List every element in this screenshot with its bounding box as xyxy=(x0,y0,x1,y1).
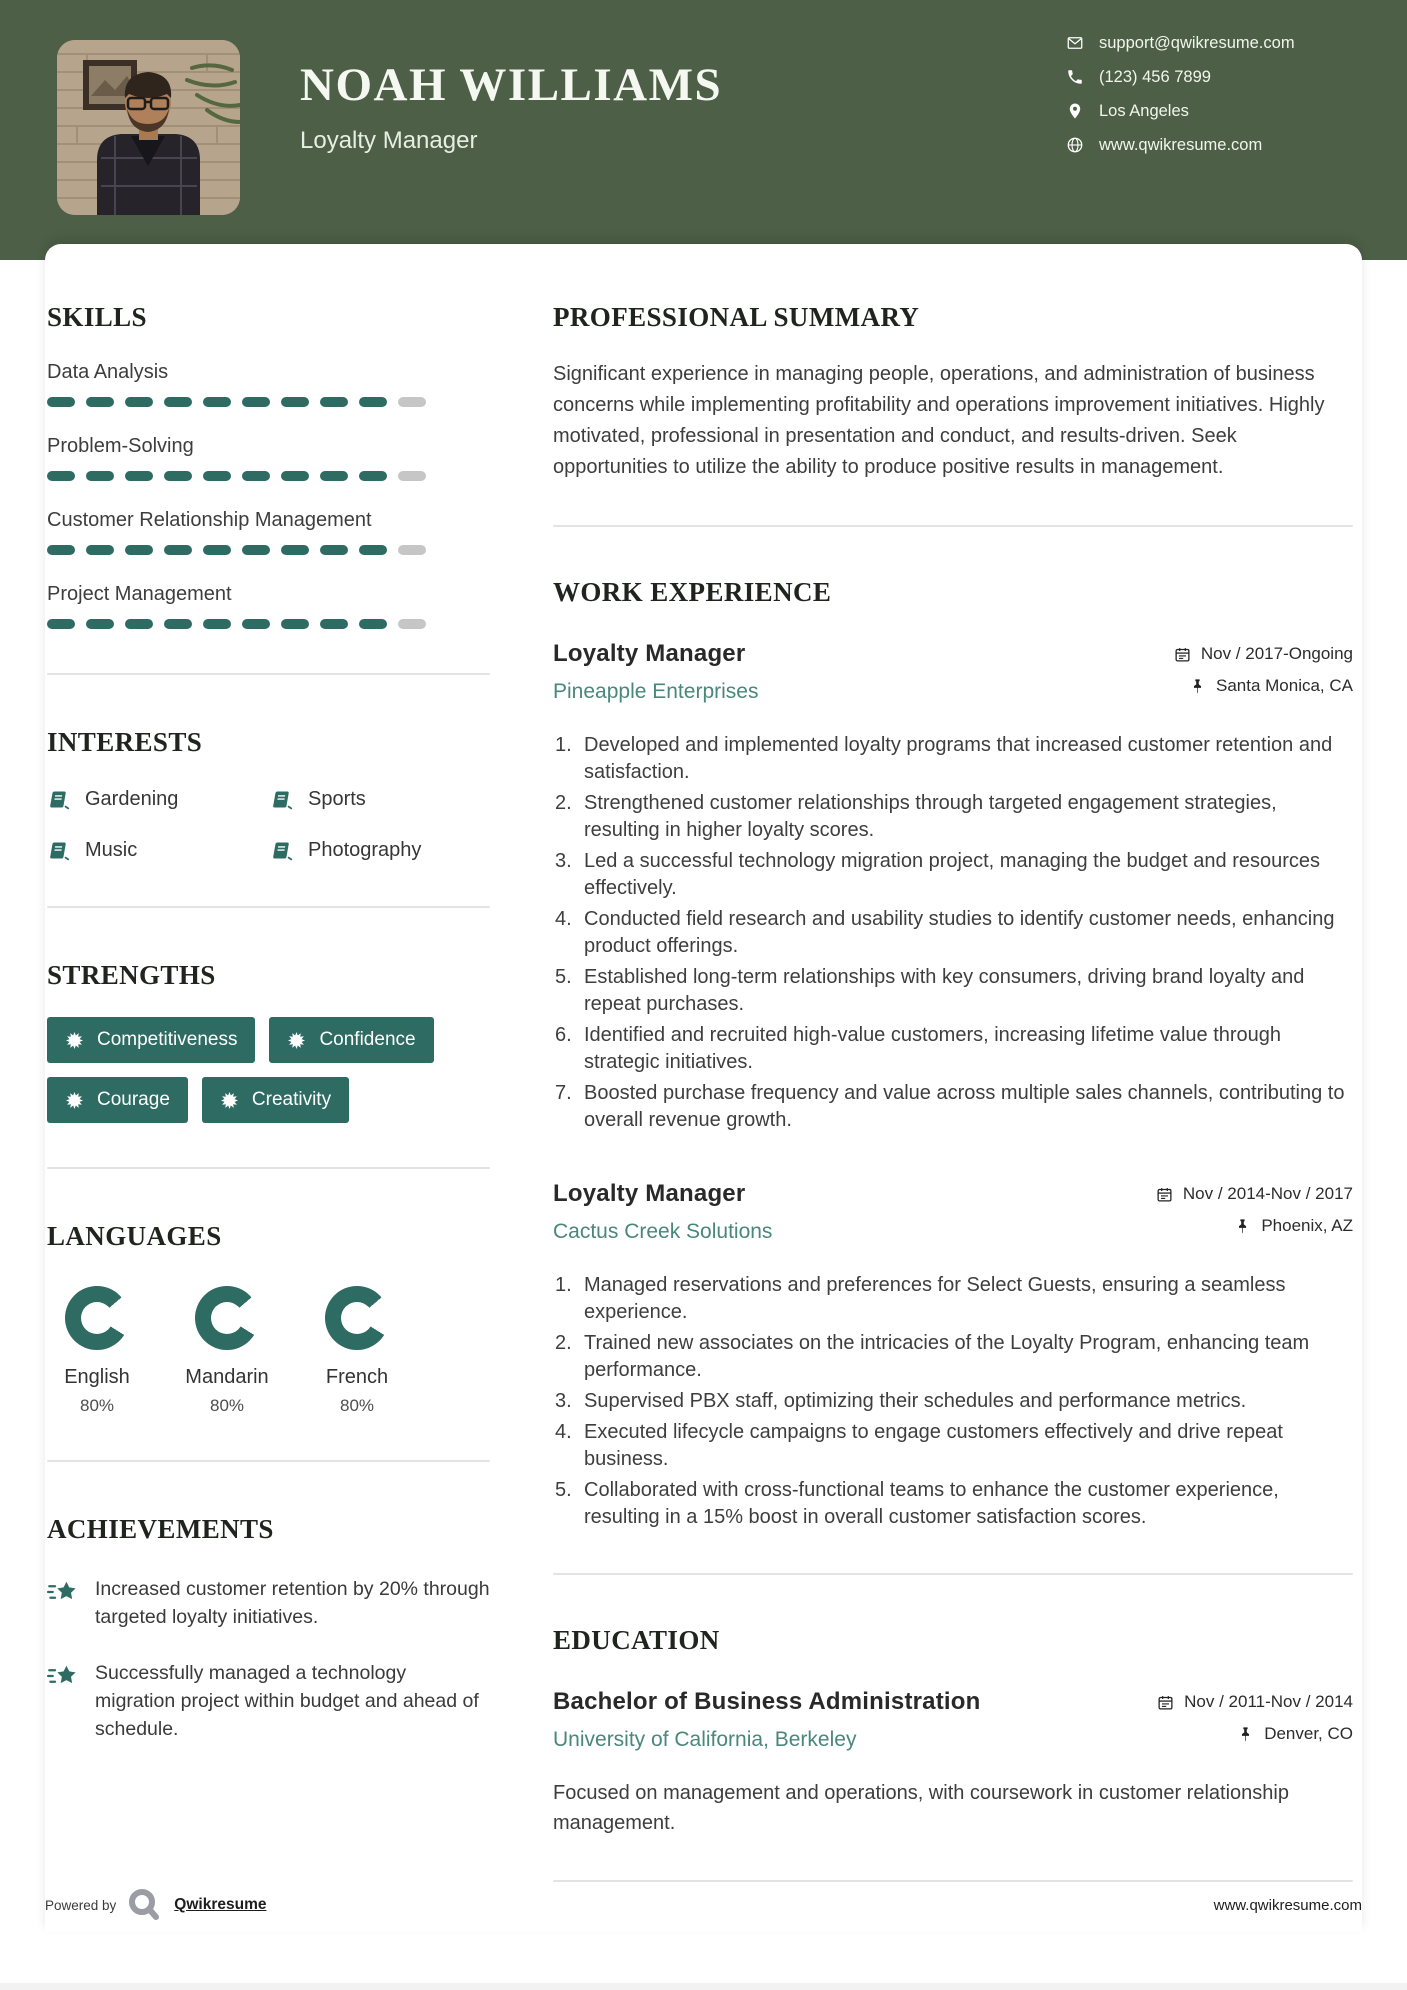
book-icon xyxy=(47,788,70,811)
location-icon xyxy=(1066,102,1084,120)
skill-dash-segment xyxy=(242,471,270,481)
contact-email-text[interactable]: support@qwikresume.com xyxy=(1099,33,1295,52)
skill-dash-segment xyxy=(47,619,75,629)
skill-dash-segment xyxy=(125,545,153,555)
skill-dash-segment xyxy=(359,619,387,629)
skill-dash-segment xyxy=(164,471,192,481)
job-location-text: Phoenix, AZ xyxy=(1261,1216,1353,1235)
skill-item xyxy=(47,361,490,407)
burst-icon xyxy=(220,1091,239,1110)
job-dates xyxy=(1174,644,1353,664)
right-column xyxy=(553,302,1353,1932)
skill-dash-segment xyxy=(125,397,153,407)
interest-item xyxy=(47,788,270,811)
job-bullet: Managed reservations and preferences for Select Guests, ensuring a seamless experience. xyxy=(584,1274,1286,1323)
skill-dash-segment xyxy=(203,397,231,407)
contact-phone xyxy=(1066,66,1295,88)
job-entry xyxy=(553,1180,1353,1531)
skill-dash-segment xyxy=(86,545,114,555)
profile-photo-illustration xyxy=(57,40,240,215)
skill-item xyxy=(47,583,490,629)
summary-section xyxy=(553,302,1353,483)
skill-dash-segment xyxy=(320,397,348,407)
language-name: Mandarin xyxy=(185,1366,269,1388)
skill-label: Problem-Solving xyxy=(47,435,194,457)
job-bullets xyxy=(553,1272,1353,1531)
burst-icon xyxy=(65,1091,84,1110)
school-name[interactable]: University of California, Berkeley xyxy=(553,1728,857,1751)
qwikresume-logo-icon xyxy=(127,1888,163,1922)
skill-dash-segment xyxy=(281,545,309,555)
contact-website-text[interactable]: www.qwikresume.com xyxy=(1099,135,1263,154)
skill-dash-segment xyxy=(86,471,114,481)
contact-email xyxy=(1066,32,1295,54)
summary-text: Significant experience in managing people, operations, and administration of business concerns while implementing profitability and operations improvement initiatives. Highly motivated, professional in presentation and conduct, and results-driven. Seek opportunities to utilize the ability to produce positive results in management. xyxy=(553,363,1325,478)
summary-heading: PROFESSIONAL SUMMARY xyxy=(553,302,920,332)
job-bullet: Collaborated with cross-functional teams to enhance the customer experience, resulting in a 15% boost in overall customer satisfaction scores. xyxy=(584,1479,1279,1528)
skill-dash-segment xyxy=(359,471,387,481)
skill-label: Project Management xyxy=(47,583,232,605)
job-bullet: Identified and recruited high-value customers, increasing lifetime value through strategic initiatives. xyxy=(584,1024,1282,1073)
interest-item xyxy=(270,839,490,862)
interest-label: Gardening xyxy=(85,788,179,810)
education-entry xyxy=(553,1688,1353,1838)
section-divider xyxy=(47,673,490,675)
achievement-text: Successfully managed a technology migration project within budget and ahead of schedule. xyxy=(95,1662,479,1740)
phone-icon xyxy=(1066,68,1084,86)
section-divider xyxy=(47,906,490,908)
person-name: NOAH WILLIAMS xyxy=(300,59,723,111)
skill-dash-segment xyxy=(320,471,348,481)
language-name: French xyxy=(325,1366,389,1388)
burst-icon xyxy=(65,1031,84,1050)
languages-heading: LANGUAGES xyxy=(47,1221,222,1251)
powered-by-label: Powered by xyxy=(45,1897,117,1913)
job-bullet: Established long-term relationships with key consumers, driving brand loyalty and repeat purchases. xyxy=(584,966,1305,1015)
resume-body-card xyxy=(45,244,1362,1932)
language-donut-chart xyxy=(325,1286,389,1350)
job-dates-text: Nov / 2017-Ongoing xyxy=(1200,644,1353,663)
skill-dash-segment xyxy=(242,397,270,407)
strength-badge xyxy=(47,1077,188,1123)
languages-section xyxy=(47,1221,490,1416)
shooting-star-icon xyxy=(47,1578,79,1606)
contact-location-text: Los Angeles xyxy=(1099,101,1189,120)
interest-label: Photography xyxy=(308,839,422,861)
skill-label: Customer Relationship Management xyxy=(47,509,372,531)
job-bullet: Strengthened customer relationships through targeted engagement strategies, resulting in higher loyalty scores. xyxy=(584,792,1277,841)
skill-dash-segment xyxy=(398,397,426,407)
job-location-text: Santa Monica, CA xyxy=(1215,676,1353,695)
language-item xyxy=(307,1286,407,1416)
skills-section xyxy=(47,302,490,629)
contact-phone-text: (123) 456 7899 xyxy=(1099,67,1211,86)
calendar-icon xyxy=(1174,646,1191,663)
skill-dash-segment xyxy=(47,471,75,481)
qwikresume-brand-link[interactable]: Qwikresume xyxy=(174,1896,267,1913)
skill-dash-segment xyxy=(47,545,75,555)
job-company[interactable]: Pineapple Enterprises xyxy=(553,680,759,703)
education-location-text: Denver, CO xyxy=(1264,1724,1353,1743)
job-bullet: Conducted field research and usability studies to identify customer needs, enhancing product offerings. xyxy=(584,908,1335,957)
job-bullet: Trained new associates on the intricacies of the Loyalty Program, enhancing team performance. xyxy=(584,1332,1310,1381)
contact-location xyxy=(1066,100,1295,122)
achievement-item xyxy=(47,1659,490,1743)
interest-label: Sports xyxy=(308,788,366,810)
skills-heading: SKILLS xyxy=(47,302,147,332)
job-dates-text: Nov / 2014-Nov / 2017 xyxy=(1182,1184,1353,1203)
skill-dash-segment xyxy=(125,471,153,481)
skill-dash-segment xyxy=(164,545,192,555)
education-dates xyxy=(1157,1692,1353,1712)
achievements-section xyxy=(47,1514,490,1743)
pushpin-icon xyxy=(1189,678,1206,695)
job-bullet: Boosted purchase frequency and value across multiple sales channels, contributing to overall revenue growth. xyxy=(584,1082,1345,1131)
calendar-icon xyxy=(1156,1186,1173,1203)
language-item xyxy=(47,1286,147,1416)
profile-photo xyxy=(57,40,240,215)
skill-dash-segment xyxy=(242,545,270,555)
header-banner xyxy=(0,0,1407,260)
skill-dash-segment xyxy=(203,545,231,555)
job-company[interactable]: Cactus Creek Solutions xyxy=(553,1220,773,1243)
skill-dash-segment xyxy=(164,397,192,407)
left-column xyxy=(47,302,490,1932)
strengths-heading: STRENGTHS xyxy=(47,960,216,990)
section-divider xyxy=(553,525,1353,527)
globe-icon xyxy=(1066,136,1084,154)
shooting-star-icon xyxy=(47,1662,79,1690)
calendar-icon xyxy=(1157,1694,1174,1711)
skill-dash-segment xyxy=(125,619,153,629)
language-level: 80% xyxy=(79,1396,115,1415)
skill-dash-segment xyxy=(164,619,192,629)
language-donut-chart xyxy=(195,1286,259,1350)
language-item xyxy=(177,1286,277,1416)
page-footer xyxy=(45,1888,1362,1922)
skill-dash-segment xyxy=(203,471,231,481)
interest-label: Music xyxy=(85,839,138,861)
pushpin-icon xyxy=(1237,1726,1254,1743)
skill-dash-segment xyxy=(47,397,75,407)
language-name: English xyxy=(64,1366,130,1388)
job-location xyxy=(1174,676,1353,696)
skill-label: Data Analysis xyxy=(47,361,169,383)
skill-dash-segment xyxy=(86,397,114,407)
email-icon xyxy=(1066,34,1084,52)
experience-section xyxy=(553,577,1353,1531)
book-icon xyxy=(270,788,293,811)
interests-section xyxy=(47,727,490,862)
bottom-strip xyxy=(0,1983,1407,1990)
achievement-item xyxy=(47,1575,490,1631)
interests-heading: INTERESTS xyxy=(47,727,203,757)
section-divider xyxy=(553,1880,1353,1882)
education-section xyxy=(553,1625,1353,1838)
job-bullet: Developed and implemented loyalty programs that increased customer retention and satisfaction. xyxy=(584,734,1333,783)
job-bullet: Led a successful technology migration project, managing the budget and resources effectively. xyxy=(584,850,1321,899)
contact-website xyxy=(1066,134,1295,156)
strength-badge xyxy=(269,1017,433,1063)
skill-dash-segment xyxy=(320,545,348,555)
language-donut-chart xyxy=(65,1286,129,1350)
job-dates xyxy=(1156,1184,1353,1204)
job-bullets xyxy=(553,732,1353,1134)
strength-label: Competitiveness xyxy=(97,1029,238,1050)
education-location xyxy=(1157,1724,1353,1744)
skill-dash-segment xyxy=(281,471,309,481)
book-icon xyxy=(47,839,70,862)
skill-item xyxy=(47,435,490,481)
degree-title: Bachelor of Business Administration xyxy=(553,1688,981,1715)
skill-dash-segment xyxy=(398,545,426,555)
footer-website: www.qwikresume.com xyxy=(1213,1896,1362,1914)
job-location xyxy=(1156,1216,1353,1236)
skill-dash-segment xyxy=(281,397,309,407)
section-divider xyxy=(47,1167,490,1169)
skill-level-bar xyxy=(47,619,490,629)
skill-dash-segment xyxy=(359,545,387,555)
skill-level-bar xyxy=(47,471,490,481)
burst-icon xyxy=(287,1031,306,1050)
interest-item xyxy=(47,839,270,862)
strength-label: Creativity xyxy=(251,1089,332,1110)
job-bullet: Supervised PBX staff, optimizing their schedules and performance metrics. xyxy=(584,1390,1247,1412)
education-heading: EDUCATION xyxy=(553,1625,720,1655)
skill-level-bar xyxy=(47,397,490,407)
strength-label: Courage xyxy=(97,1089,170,1110)
strength-badge xyxy=(47,1017,255,1063)
skill-dash-segment xyxy=(398,471,426,481)
job-title: Loyalty Manager xyxy=(553,640,746,667)
skill-dash-segment xyxy=(359,397,387,407)
skill-dash-segment xyxy=(86,619,114,629)
education-dates-text: Nov / 2011-Nov / 2014 xyxy=(1184,1692,1353,1711)
section-divider xyxy=(553,1573,1353,1575)
skill-dash-segment xyxy=(398,619,426,629)
skill-dash-segment xyxy=(281,619,309,629)
skill-item xyxy=(47,509,490,555)
skill-dash-segment xyxy=(242,619,270,629)
pushpin-icon xyxy=(1234,1218,1251,1235)
language-level: 80% xyxy=(209,1396,245,1415)
job-entry xyxy=(553,640,1353,1134)
job-bullet: Executed lifecycle campaigns to engage customers effectively and drive repeat business. xyxy=(584,1421,1283,1470)
skill-dash-segment xyxy=(320,619,348,629)
job-title: Loyalty Manager xyxy=(553,1180,746,1207)
skill-level-bar xyxy=(47,545,490,555)
section-divider xyxy=(47,1460,490,1462)
strength-label: Confidence xyxy=(319,1029,416,1050)
achievement-text: Increased customer retention by 20% through targeted loyalty initiatives. xyxy=(95,1578,490,1628)
achievements-heading: ACHIEVEMENTS xyxy=(47,1514,274,1544)
education-description: Focused on management and operations, with coursework in customer relationship management. xyxy=(553,1782,1289,1834)
skill-dash-segment xyxy=(203,619,231,629)
person-job-title: Loyalty Manager xyxy=(300,127,478,154)
language-level: 80% xyxy=(339,1396,375,1415)
strength-badge xyxy=(202,1077,349,1123)
book-icon xyxy=(270,839,293,862)
strengths-section xyxy=(47,960,490,1123)
interest-item xyxy=(270,788,490,811)
experience-heading: WORK EXPERIENCE xyxy=(553,577,832,607)
contact-info xyxy=(1066,32,1295,168)
